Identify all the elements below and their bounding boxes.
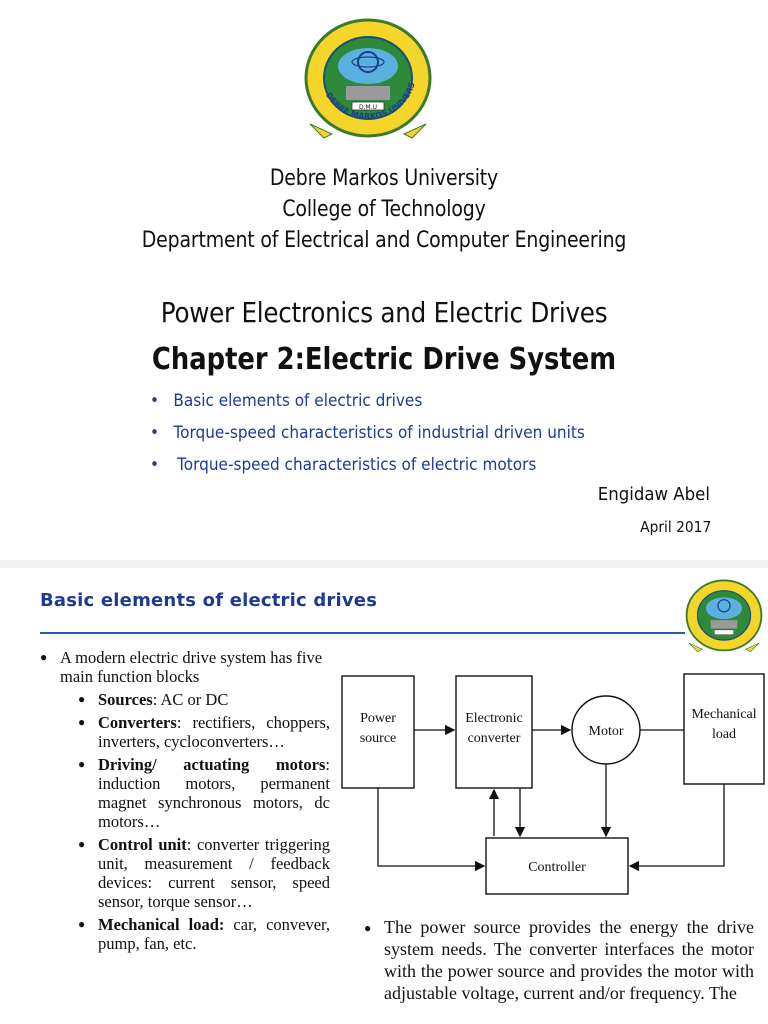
item-term: Mechanical load: [98,915,225,934]
item-desc: : rectifiers, choppers, inverters, cycloconverters… [98,713,330,751]
intro-text: A modern electric drive system has five main function blocks [60,648,323,686]
item-desc: : AC or DC [152,690,229,709]
bullet-icon: ● [364,921,372,935]
title-rule [40,632,685,634]
item-term: Converters [98,713,177,732]
author-name: Engidaw Abel [597,484,710,505]
presentation-date: April 2017 [639,518,711,536]
power-source-label: source [359,731,397,746]
bullet-icon: • [150,423,160,443]
list-item [76,755,330,831]
topic-text: Torque-speed characteristics of industrial driven units [173,423,585,443]
content-slide [0,568,768,1024]
load-label: load [711,727,737,742]
college-name: College of Technology [282,197,486,222]
paragraph-text: The power source provides the energy the drive system needs. The converter interfaces the motor with the power source and provides the motor with adjustable voltage, current and/or frequency. The [384,917,754,1003]
item-term: Driving/ actuating motors [98,755,326,774]
description-paragraph [364,916,754,1004]
list-item [76,713,330,751]
department-name: Department of Electrical and Computer Engineering [141,228,627,253]
course-title: Power Electronics and Electric Drives [160,296,608,329]
load-label: Mechanical [691,707,757,722]
motor-label: Motor [588,724,624,739]
chapter-title: Chapter 2:Electric Drive System [151,342,617,377]
logo-ring-text: DEBRE MARKOS UNIVERS [324,81,417,121]
bullet-icon: • [150,455,160,475]
university-name: Debre Markos University [269,166,499,191]
topic-text: Torque-speed characteristics of electric motors [177,455,537,475]
item-desc: : induction motors, permanent magnet synchronous motors, dc motors… [98,755,330,831]
bullet-icon: ● [40,650,48,664]
list-item [76,915,330,953]
item-desc: car, convever, pump, fan, etc. [98,915,330,953]
item-term: Control unit [98,835,187,854]
item-term: Sources [98,690,153,709]
slide-title: Basic elements of electric drives [40,590,378,611]
intro-item [38,648,330,686]
power-source-label: Power [360,711,396,726]
controller-label: Controller [528,860,586,875]
bullet-icon: • [150,391,160,411]
list-item [76,690,330,709]
function-block-list [38,648,330,953]
bullet-icon: ● [78,837,86,851]
bullet-icon: ● [78,715,86,729]
drive-block-diagram [330,664,768,916]
list-item [76,835,330,911]
bullet-icon: ● [78,917,86,931]
converter-label: converter [467,731,521,746]
bullet-icon: ● [78,692,86,706]
logo-inner-text: D.M.U [358,104,378,111]
bullet-icon: ● [78,757,86,771]
slide-separator [0,560,768,568]
university-logo [302,16,434,142]
topic-text: Basic elements of electric drives [173,391,423,411]
item-desc: : converter triggering unit, measurement / feedback devices: current sensor, speed sensor, torque sensor… [98,835,330,911]
converter-label: Electronic [465,711,523,726]
university-logo-small [684,578,764,654]
